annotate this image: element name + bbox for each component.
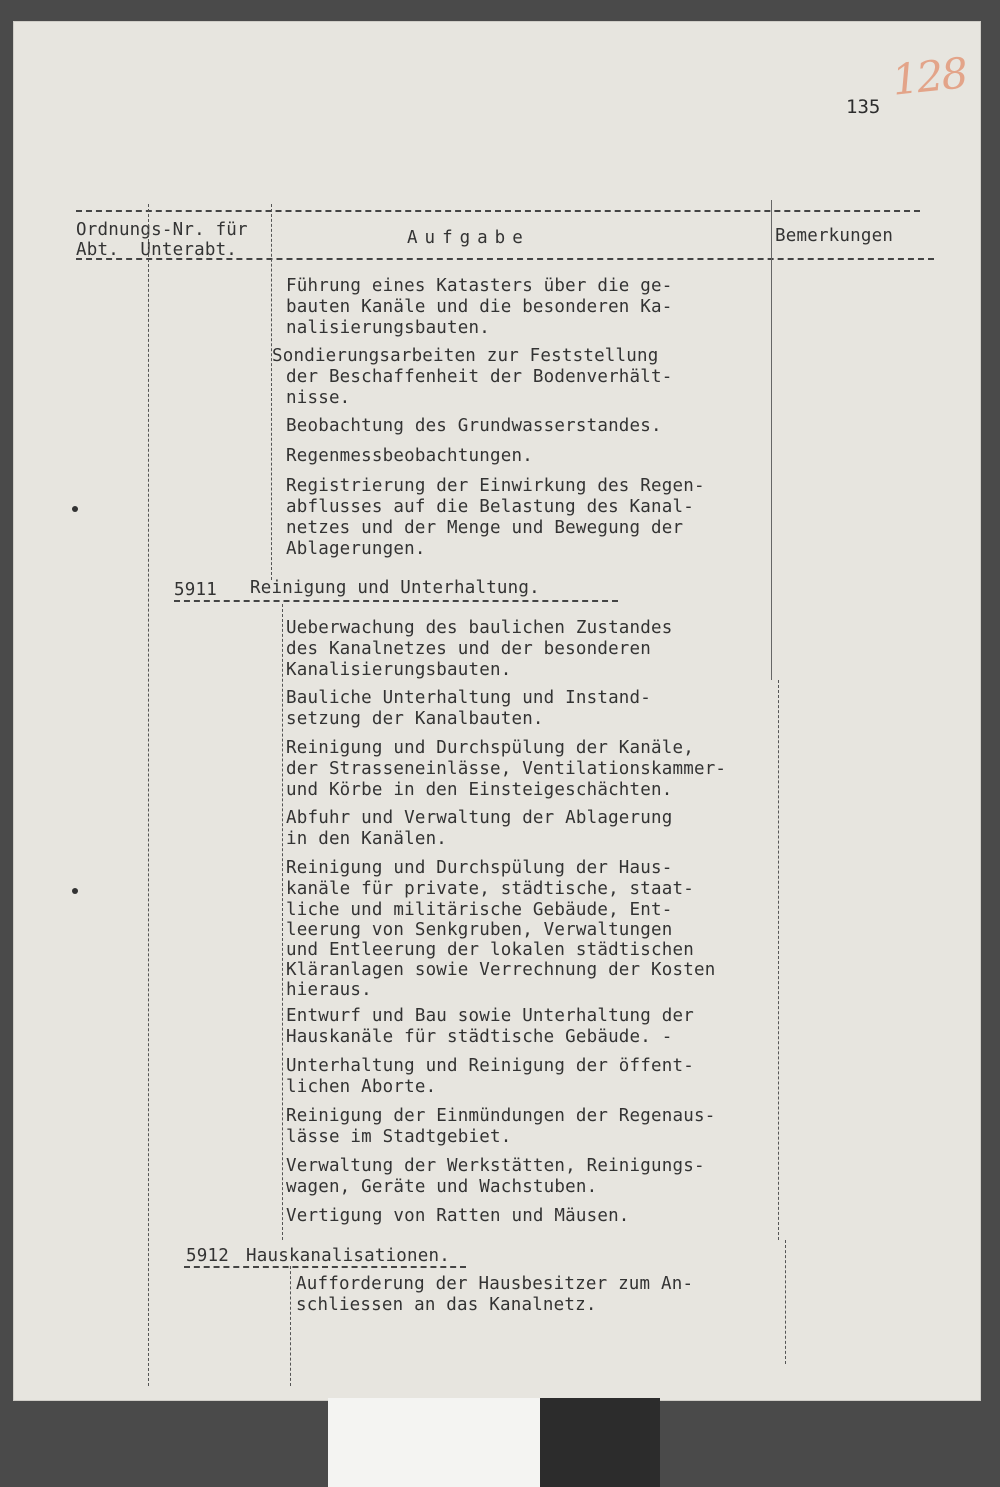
task-line: Reinigung der Einmündungen der Regenaus-	[286, 1106, 716, 1126]
column-divider-bemerkungen-3	[785, 1240, 786, 1364]
task-line: und Körbe in den Einsteigeschächten.	[286, 780, 673, 800]
column-divider-bemerkungen-2	[778, 680, 779, 1240]
task-line: Reinigung und Durchspülung der Kanäle,	[286, 738, 694, 758]
column-divider-unterabt-3	[290, 1266, 291, 1386]
task-line: Ueberwachung des baulichen Zustandes	[286, 618, 673, 638]
task-line: netzes und der Menge und Bewegung der	[286, 518, 684, 538]
task-line: Sondierungsarbeiten zur Feststellung	[272, 346, 659, 366]
task-line: in den Kanälen.	[286, 829, 448, 849]
task-line: Hauskanäle für städtische Gebäude. -	[286, 1027, 673, 1047]
task-line: Bauliche Unterhaltung und Instand-	[286, 688, 652, 708]
task-line: lässe im Stadtgebiet.	[286, 1127, 512, 1147]
scan-dark-strip	[540, 1398, 660, 1487]
task-line: Ablagerungen.	[286, 539, 426, 559]
task-line: Kanalisierungsbauten.	[286, 660, 512, 680]
task-line: Aufforderung der Hausbesitzer zum An-	[296, 1274, 694, 1294]
column-divider-abt	[148, 204, 149, 1386]
task-line: schliessen an das Kanalnetz.	[296, 1295, 597, 1315]
task-line: des Kanalnetzes und der besonderen	[286, 639, 652, 659]
task-line: lichen Aborte.	[286, 1077, 437, 1097]
header-bemerkungen: Bemerkungen	[775, 226, 894, 246]
task-line: Unterhaltung und Reinigung der öffent-	[286, 1056, 694, 1076]
task-line: Führung eines Katasters über die ge-	[286, 276, 673, 296]
task-line: Entwurf und Bau sowie Unterhaltung der	[286, 1006, 694, 1026]
section-5912-underline	[184, 1266, 466, 1268]
section-5912-number: 5912	[186, 1246, 229, 1266]
task-line: kanäle für private, städtische, staat-	[286, 879, 694, 899]
column-divider-bemerkungen	[771, 200, 772, 680]
task-line: Vertigung von Ratten und Mäusen.	[286, 1206, 630, 1226]
header-top-rule	[76, 210, 920, 212]
task-line: Reinigung und Durchspülung der Haus-	[286, 858, 673, 878]
task-line: Regenmessbeobachtungen.	[286, 446, 533, 466]
scan-calibration-strip	[328, 1398, 540, 1487]
header-aufgabe: Aufgabe	[407, 228, 530, 248]
task-line: wagen, Geräte und Wachstuben.	[286, 1177, 598, 1197]
task-line: leerung von Senkgruben, Verwaltungen	[286, 920, 673, 940]
section-5911-title: Reinigung und Unterhaltung.	[250, 578, 540, 598]
task-line: Abfuhr und Verwaltung der Ablagerung	[286, 808, 673, 828]
task-line: Beobachtung des Grundwasserstandes.	[286, 416, 662, 436]
section-5911-number: 5911	[174, 580, 217, 600]
margin-mark	[72, 506, 78, 512]
page-number: 135	[846, 96, 881, 118]
task-line: liche und militärische Gebäude, Ent-	[286, 900, 673, 920]
column-divider-unterabt-2	[282, 604, 283, 1240]
task-line: abflusses auf die Belastung des Kanal-	[286, 497, 694, 517]
header-bottom-rule	[76, 258, 934, 260]
task-line: Registrierung der Einwirkung des Regen-	[286, 476, 705, 496]
task-line: setzung der Kanalbauten.	[286, 709, 544, 729]
task-line: Verwaltung der Werkstätten, Reinigungs-	[286, 1156, 705, 1176]
column-divider-unterabt	[271, 204, 272, 580]
pencil-page-number: 128	[889, 48, 969, 105]
section-5912-title: Hauskanalisationen.	[246, 1246, 450, 1266]
header-col1-line1: Ordnungs-Nr. für	[76, 220, 248, 240]
task-line: Kläranlagen sowie Verrechnung der Kosten	[286, 960, 716, 980]
task-line: der Beschaffenheit der Bodenverhält-	[286, 367, 673, 387]
task-line: nalisierungsbauten.	[286, 318, 490, 338]
margin-mark	[72, 888, 78, 894]
task-line: nisse.	[286, 388, 351, 408]
section-5911-underline	[174, 600, 618, 602]
task-line: der Strasseneinlässe, Ventilationskammer-	[286, 759, 727, 779]
task-line: bauten Kanäle und die besonderen Ka-	[286, 297, 673, 317]
task-line: hieraus.	[286, 980, 372, 1000]
task-line: und Entleerung der lokalen städtischen	[286, 940, 694, 960]
header-col1-line2: Abt. Unterabt.	[76, 240, 238, 260]
